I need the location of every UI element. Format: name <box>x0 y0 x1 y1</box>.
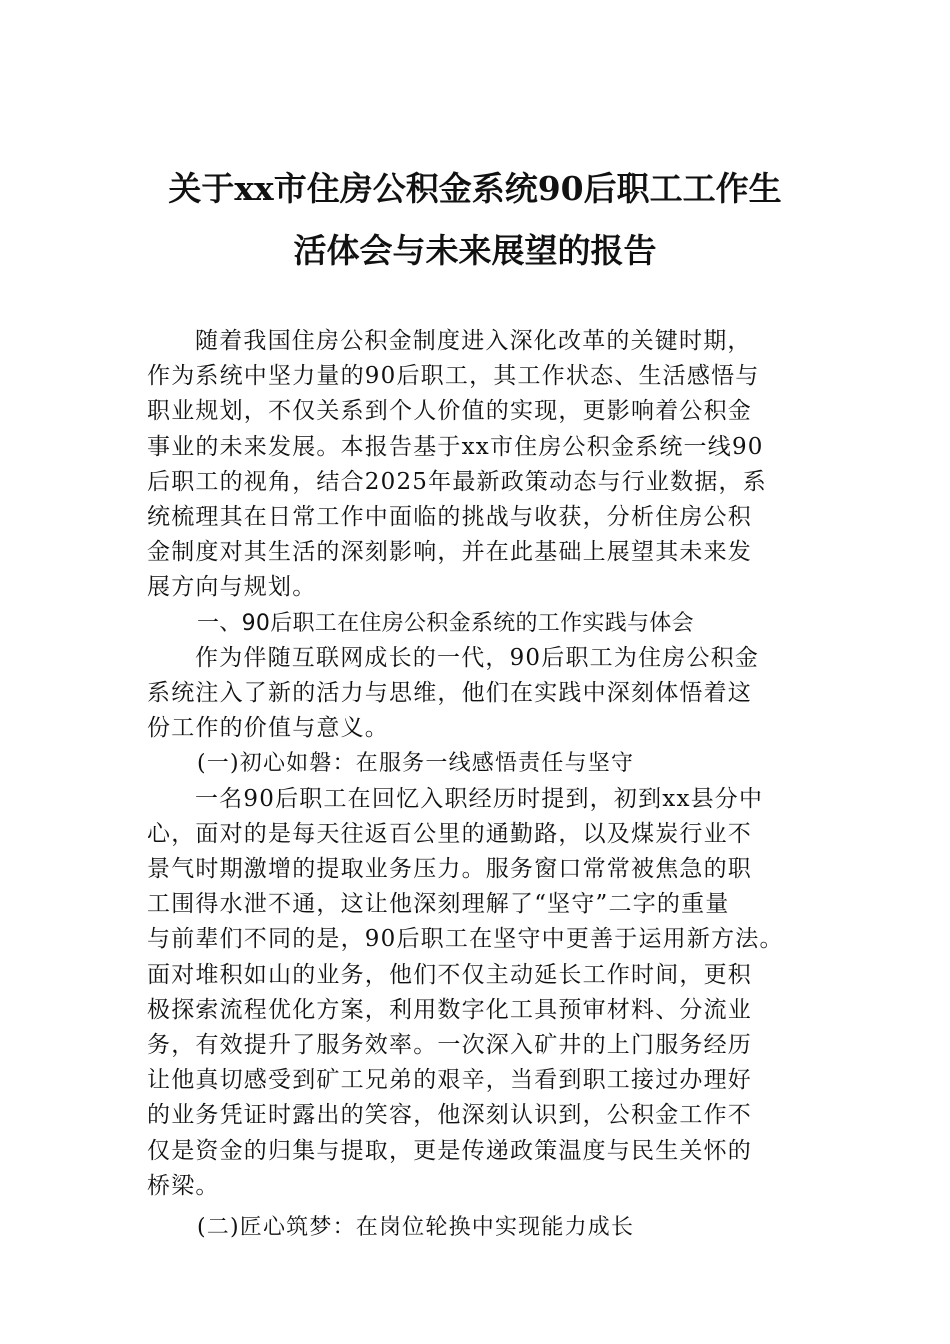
section-1-heading: 一、90后职工在住房公积金系统的工作实践与体会 <box>197 610 694 636</box>
text-line: 极探索流程优化方案，利用数字化工具预审材料、分流业 <box>147 996 752 1023</box>
text-line: 作为系统中坚力量的90后职工，其工作状态、生活感悟与 <box>147 363 760 390</box>
text-line: 景气时期激增的提取业务压力。服务窗口常常被焦急的职 <box>147 856 752 883</box>
text-line: 工围得水泄不通，这让他深刻理解了“坚守”二字的重量 <box>147 891 730 918</box>
subsection-1-paragraph <box>147 782 809 1204</box>
text-line: 心，面对的是每天往返百公里的通勤路，以及煤炭行业不 <box>147 820 752 847</box>
intro-paragraph <box>147 324 809 606</box>
text-line: 让他真切感受到矿工兄弟的艰辛，当看到职工接过办理好 <box>147 1067 752 1094</box>
subsection-1-heading: (一)初心如磐：在服务一线感悟责任与坚守 <box>197 751 635 777</box>
text-line: 系统注入了新的活力与思维，他们在实践中深刻体悟着这 <box>147 680 752 707</box>
text-line: 面对堆积如山的业务，他们不仅主动延长工作时间，更积 <box>147 961 752 988</box>
text-line: 事业的未来发展。本报告基于xx市住房公积金系统一线90 <box>147 433 764 460</box>
text-line: 金制度对其生活的深刻影响，并在此基础上展望其未来发 <box>147 539 752 566</box>
text-line: 一名90后职工在回忆入职经历时提到，初到xx县分中 <box>195 785 764 812</box>
text-line: 职业规划，不仅关系到个人价值的实现，更影响着公积金 <box>147 398 752 425</box>
text-line: 与前辈们不同的是，90后职工在坚守中更善于运用新方法。 <box>147 926 784 953</box>
text-line: 的业务凭证时露出的笑容，他深刻认识到，公积金工作不 <box>147 1102 752 1129</box>
document-title <box>100 158 850 282</box>
text-line: 作为伴随互联网成长的一代，90后职工为住房公积金 <box>195 644 760 671</box>
text-line: 桥梁。 <box>147 1172 220 1199</box>
text-line: 随着我国住房公积金制度进入深化改革的关键时期， <box>195 328 752 354</box>
text-line: 后职工的视角，结合2025年最新政策动态与行业数据，系 <box>147 468 767 495</box>
section-1-intro-paragraph <box>147 641 809 747</box>
title-line-2: 活体会与未来展望的报告 <box>293 231 657 270</box>
subsection-2-heading: (二)匠心筑梦：在岗位轮换中实现能力成长 <box>197 1215 635 1241</box>
text-line: 仅是资金的归集与提取，更是传递政策温度与民生关怀的 <box>147 1137 752 1164</box>
text-line: 统梳理其在日常工作中面临的挑战与收获，分析住房公积 <box>147 504 752 531</box>
text-line: 份工作的价值与意义。 <box>147 715 389 742</box>
title-line-1: 关于xx市住房公积金系统90后职工工作生 <box>168 169 782 208</box>
text-line: 展方向与规划。 <box>147 574 317 601</box>
document-body <box>147 324 809 1245</box>
text-line: 务，有效提升了服务效率。一次深入矿井的上门服务经历 <box>147 1032 752 1059</box>
